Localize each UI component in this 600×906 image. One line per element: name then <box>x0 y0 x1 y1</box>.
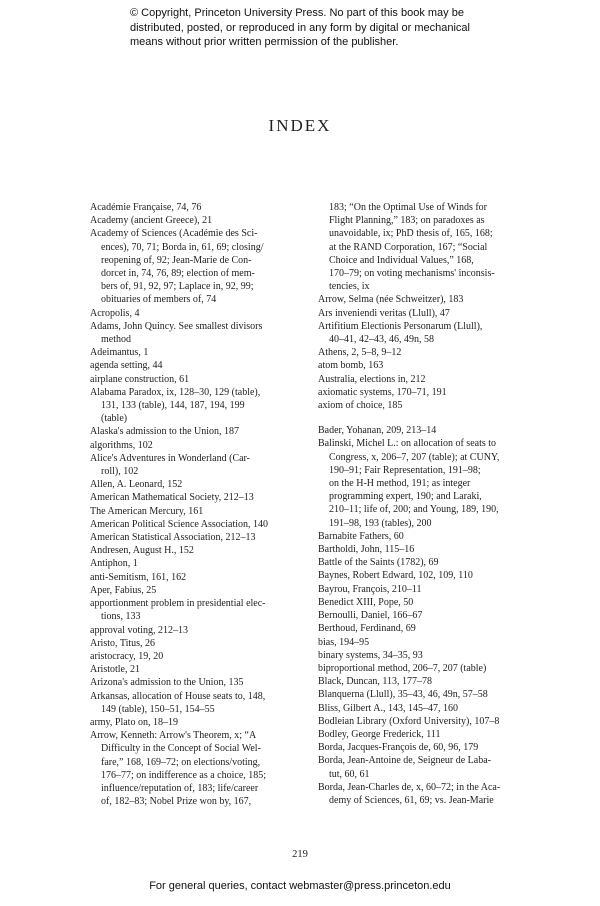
index-entry <box>90 425 305 438</box>
index-entry <box>318 754 523 780</box>
index-entry-line: Bernoulli, Daniel, 166–67 <box>318 610 423 622</box>
index-entry <box>318 346 523 359</box>
index-entry-line: Baynes, Robert Edward, 102, 109, 110 <box>318 570 473 582</box>
index-entry-line: bias, 194–95 <box>318 636 370 648</box>
index-entry-line: 210–11; life of, 200; and Young, 189, 190, <box>329 504 499 516</box>
index-entry <box>90 716 305 729</box>
index-entry <box>318 715 523 728</box>
index-entry <box>90 584 305 597</box>
index-entry-line: Bliss, Gilbert A., 143, 145–47, 160 <box>318 702 459 714</box>
index-entry-line: roll), 102 <box>101 466 139 478</box>
index-entry <box>318 424 523 437</box>
index-entry-line: approval voting, 212–13 <box>90 624 189 636</box>
index-entry-line: Artifitium Electionis Personarum (Llull), <box>318 320 483 332</box>
index-entry-line: Australia, elections in, 212 <box>318 373 426 385</box>
index-entry-line: Bodleian Library (Oxford University), 107–8 <box>318 715 500 727</box>
index-entry-line: demy of Sciences, 61, 69; vs. Jean-Marie <box>329 794 494 806</box>
index-entry-line: Blanquerna (Llull), 35–43, 46, 49n, 57–58 <box>318 689 488 701</box>
index-entry <box>90 690 305 716</box>
index-entry <box>90 531 305 544</box>
copyright-line: means without prior written permission of the publisher. <box>130 36 399 48</box>
index-entry <box>318 702 523 715</box>
index-column-left <box>90 201 305 808</box>
index-entry <box>318 728 523 741</box>
index-entry <box>90 571 305 584</box>
index-entry-line: agenda setting, 44 <box>90 360 163 372</box>
index-entry <box>90 320 305 346</box>
index-entry-line: at the RAND Corporation, 167; “Social <box>329 241 488 253</box>
index-entry <box>318 543 523 556</box>
index-entry-line: influence/reputation of, 183; life/career <box>101 782 259 794</box>
index-entry-line: bers of, 91, 92, 97; Laplace in, 92, 99; <box>101 281 254 293</box>
index-entry-line: 170–79; on voting mechanisms' inconsis- <box>329 268 495 280</box>
page-number: 219 <box>292 849 308 860</box>
index-entry <box>318 781 523 807</box>
index-entry <box>90 439 305 452</box>
copyright-line: distributed, posted, or reproduced in any form by digital or mechanical <box>130 21 470 34</box>
index-entry-line: binary systems, 34–35, 93 <box>318 649 423 661</box>
index-entry-line: tut, 60, 61 <box>329 768 370 780</box>
index-entry-line: Bader, Yohanan, 209, 213–14 <box>318 425 437 437</box>
index-entry <box>90 729 305 808</box>
index-entry <box>90 373 305 386</box>
index-entry-line: Academy of Sciences (Académie des Sci- <box>90 228 258 240</box>
index-entry <box>90 597 305 623</box>
index-entry-line: apportionment problem in presidential elec- <box>90 598 266 610</box>
index-entry <box>318 293 523 306</box>
index-entry-line: Aristotle, 21 <box>90 664 140 676</box>
index-entry <box>318 675 523 688</box>
index-entry-line: on the H-H method, 191; as integer <box>329 478 471 490</box>
index-entry-line: airplane construction, 61 <box>90 373 190 385</box>
index-entry <box>318 320 523 346</box>
index-entry-line: axiomatic systems, 170–71, 191 <box>318 386 447 398</box>
index-entry-line: tions, 133 <box>101 611 141 623</box>
index-entry-line: dorcet in, 74, 76, 89; election of mem- <box>101 268 255 280</box>
index-entry <box>318 636 523 649</box>
index-entry-line: 40–41, 42–43, 46, 49n, 58 <box>329 334 434 346</box>
index-entry-line: Académie Française, 74, 76 <box>90 202 202 213</box>
copyright-notice <box>130 6 490 50</box>
index-entry-line: Black, Duncan, 113, 177–78 <box>318 676 433 688</box>
index-entry <box>318 307 523 320</box>
index-entry-line: Alaska's admission to the Union, 187 <box>90 426 240 438</box>
index-entry <box>318 662 523 675</box>
index-entry <box>318 741 523 754</box>
index-entry-line: 183; “On the Optimal Use of Winds for <box>329 202 487 213</box>
index-entry-line: 131, 133 (table), 144, 187, 194, 199 <box>101 400 245 412</box>
index-entry <box>318 569 523 582</box>
index-entry-line: Difficulty in the Concept of Social Wel- <box>101 743 261 755</box>
index-entry-line: Aper, Fabius, 25 <box>90 584 157 596</box>
index-entry-line: reopening of, 92; Jean-Marie de Con- <box>101 254 252 266</box>
index-entry-line: Benedict XIII, Pope, 50 <box>318 596 414 608</box>
index-entry <box>318 649 523 662</box>
index-entry <box>90 676 305 689</box>
index-entry <box>90 557 305 570</box>
index-entry-line: Aristo, Titus, 26 <box>90 637 156 649</box>
index-entry-line: method <box>101 334 131 346</box>
index-entry-line: Ars inveniendi veritas (Llull), 47 <box>318 307 450 319</box>
index-entry-line: Barnabite Fathers, 60 <box>318 530 404 542</box>
index-entry <box>318 596 523 609</box>
index-entry <box>318 201 523 293</box>
index-entry-line: Bayrou, François, 210–11 <box>318 583 422 595</box>
index-entry-line: Borda, Jacques-François de, 60, 96, 179 <box>318 742 479 754</box>
index-entry-line: (table) <box>101 413 128 425</box>
index-entry-line: programming expert, 190; and Laraki, <box>329 491 482 503</box>
index-entry <box>90 505 305 518</box>
index-entry <box>90 544 305 557</box>
index-entry-line: Arrow, Kenneth: Arrow's Theorem, x; “A <box>90 730 257 742</box>
index-entry-line: Adams, John Quincy. See smallest divisors <box>90 320 263 332</box>
index-entry <box>90 346 305 359</box>
index-entry <box>90 478 305 491</box>
index-entry-line: American Political Science Association, 140 <box>90 518 269 530</box>
index-entry <box>318 622 523 635</box>
index-entry-line: 176–77; on indifference as a choice, 185; <box>101 769 267 781</box>
letter-group-gap <box>318 412 523 424</box>
index-entry <box>318 373 523 386</box>
index-entry-line: Andresen, August H., 152 <box>90 545 194 557</box>
index-entry <box>90 307 305 320</box>
index-entry-line: Alabama Paradox, ix, 128–30, 129 (table), <box>90 386 261 398</box>
index-entry <box>318 399 523 412</box>
index-entry-line: unavoidable, ix; PhD thesis of, 165, 168; <box>329 228 493 240</box>
index-entry-line: Borda, Jean-Antoine de, Seigneur de Laba- <box>318 755 491 767</box>
index-entry-line: biproportional method, 206–7, 207 (table) <box>318 662 487 674</box>
index-entry-line: ences), 70, 71; Borda in, 61, 69; closing/ <box>101 241 264 253</box>
index-entry <box>318 386 523 399</box>
copyright-line: © Copyright, Princeton University Press. No part of this book may be <box>130 7 464 19</box>
index-entry <box>90 227 305 306</box>
index-entry <box>318 688 523 701</box>
index-entry-line: anti-Semitism, 161, 162 <box>90 571 187 583</box>
index-entry-line: Allen, A. Leonard, 152 <box>90 479 183 491</box>
index-entry-line: Alice's Adventures in Wonderland (Car- <box>90 452 251 464</box>
index-entry <box>90 386 305 426</box>
index-entry-line: Borda, Jean-Charles de, x, 60–72; in the Aca- <box>318 781 501 793</box>
index-entry <box>318 359 523 372</box>
index-entry-line: American Mathematical Society, 212–13 <box>90 492 254 504</box>
index-entry <box>90 624 305 637</box>
index-entry-line: Choice and Individual Values,” 168, <box>329 254 474 266</box>
index-entry-line: of, 182–83; Nobel Prize won by, 167, <box>101 796 252 808</box>
index-entry <box>90 214 305 227</box>
index-entry-line: Academy (ancient Greece), 21 <box>90 215 213 227</box>
index-entry-line: aristocracy, 19, 20 <box>90 650 164 662</box>
index-entry-line: Arizona's admission to the Union, 135 <box>90 677 244 689</box>
index-entry <box>318 556 523 569</box>
index-entry-line: Arkansas, allocation of House seats to, 148, <box>90 690 266 702</box>
index-entry-line: army, Plato on, 18–19 <box>90 716 178 728</box>
index-entry-line: fare,” 168, 169–72; on elections/voting, <box>101 756 261 768</box>
index-entry-line: Athens, 2, 5–8, 9–12 <box>318 347 402 359</box>
index-entry-line: axiom of choice, 185 <box>318 400 403 412</box>
index-entry-line: Adeimantus, 1 <box>90 347 149 359</box>
index-entry <box>318 437 523 529</box>
index-entry-line: obituaries of members of, 74 <box>101 294 217 306</box>
index-entry-line: Antiphon, 1 <box>90 558 138 570</box>
index-entry-line: Battle of the Saints (1782), 69 <box>318 557 439 569</box>
index-entry-line: Flight Planning,” 183; on paradoxes as <box>329 215 485 227</box>
index-entry <box>90 650 305 663</box>
index-entry <box>90 452 305 478</box>
index-entry-line: 149 (table), 150–51, 154–55 <box>101 703 215 715</box>
index-entry-line: The American Mercury, 161 <box>90 505 204 517</box>
index-entry-line: 190–91; Fair Representation, 191–98; <box>329 464 481 476</box>
index-entry-line: Bartholdi, John, 115–16 <box>318 544 415 556</box>
index-entry <box>90 359 305 372</box>
index-entry-line: atom bomb, 163 <box>318 360 384 372</box>
index-entry-line: Balinski, Michel L.: on allocation of seats to <box>318 438 497 450</box>
index-entry <box>318 530 523 543</box>
index-entry <box>90 201 305 214</box>
page-title: INDEX <box>268 116 332 135</box>
index-entry-line: 191–98, 193 (tables), 200 <box>329 517 432 529</box>
index-entry-line: Bodley, George Frederick, 111 <box>318 728 441 740</box>
index-entry-line: algorithms, 102 <box>90 439 153 451</box>
index-entry <box>90 637 305 650</box>
index-entry-line: Congress, x, 206–7, 207 (table); at CUNY, <box>329 451 500 463</box>
index-entry-line: tencies, ix <box>329 281 370 293</box>
index-entry <box>318 583 523 596</box>
index-entry <box>90 518 305 531</box>
index-entry <box>90 663 305 676</box>
index-entry <box>90 491 305 504</box>
index-entry-line: Berthoud, Ferdinand, 69 <box>318 623 416 635</box>
index-column-right <box>318 201 523 807</box>
index-entry-line: Arrow, Selma (née Schweitzer), 183 <box>318 294 464 306</box>
index-entry <box>318 609 523 622</box>
footer-contact: For general queries, contact webmaster@press.princeton.edu <box>149 880 451 892</box>
index-entry-line: American Statistical Association, 212–13 <box>90 532 256 544</box>
index-entry-line: Acropolis, 4 <box>90 307 140 319</box>
